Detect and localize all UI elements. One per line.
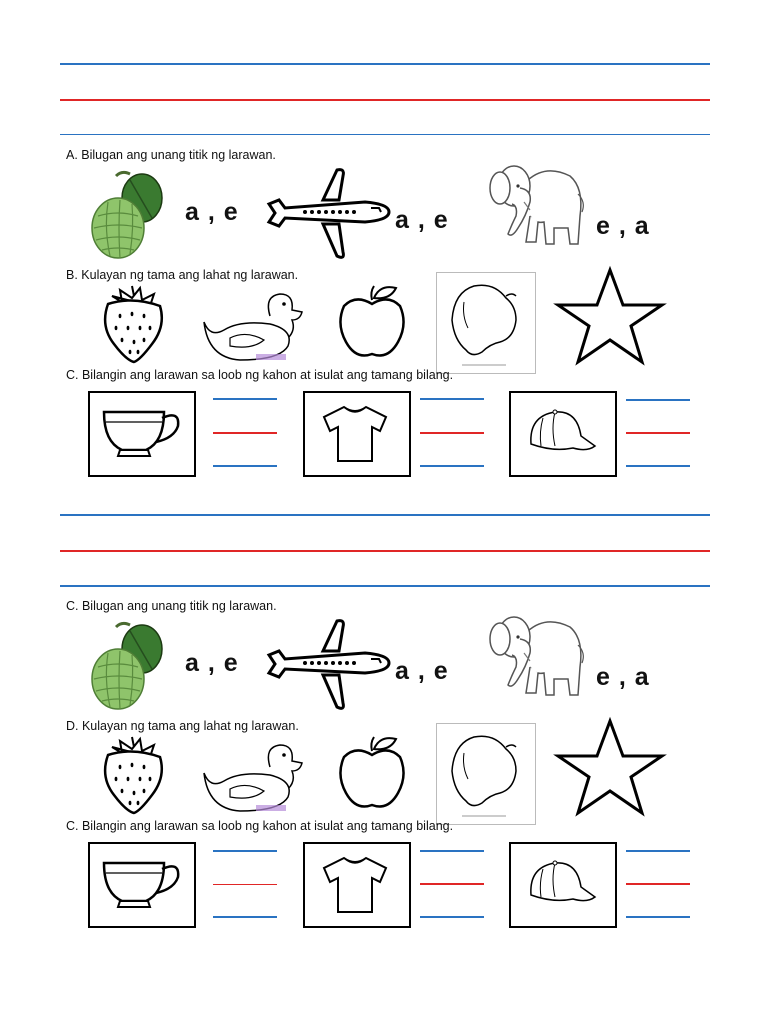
answer-line-blue[interactable] <box>213 916 277 918</box>
answer-line-blue[interactable] <box>626 850 690 852</box>
atis-icon <box>86 170 166 260</box>
cup-icon <box>100 855 184 913</box>
answer-line-red[interactable] <box>420 432 484 434</box>
instruction-b: B. Kulayan ng tama ang lahat ng larawan. <box>66 268 299 282</box>
answer-line-blue[interactable] <box>420 850 484 852</box>
answer-line-red[interactable] <box>213 884 277 885</box>
writing-line-bottom <box>60 134 710 135</box>
vowel-choice-3[interactable]: e , a <box>596 212 650 240</box>
answer-line-red[interactable] <box>626 432 690 434</box>
elephant-icon <box>490 609 586 703</box>
mango-icon <box>442 731 528 821</box>
answer-line-blue[interactable] <box>626 399 690 401</box>
answer-line-blue[interactable] <box>213 398 277 400</box>
vowel-choice-2[interactable]: a , e <box>395 657 449 685</box>
shirt-icon <box>320 854 390 916</box>
airplane-icon <box>265 166 393 262</box>
vowel-choice-3[interactable]: e , a <box>596 663 650 691</box>
star-icon <box>554 719 666 815</box>
apple-icon <box>336 284 410 362</box>
writing-line-middle <box>60 99 710 101</box>
mango-icon <box>442 280 528 370</box>
cap-icon <box>525 406 601 458</box>
answer-line-blue[interactable] <box>420 916 484 918</box>
vowel-choice-2[interactable]: a , e <box>395 206 449 234</box>
answer-line-blue[interactable] <box>626 465 690 467</box>
airplane-icon <box>265 617 393 713</box>
duck-icon <box>200 741 304 815</box>
instruction-b: D. Kulayan ng tama ang lahat ng larawan. <box>66 719 299 733</box>
answer-line-blue[interactable] <box>213 850 277 852</box>
apple-icon <box>336 735 410 813</box>
shirt-icon <box>320 403 390 465</box>
writing-line-top <box>60 514 710 516</box>
answer-line-blue[interactable] <box>420 465 484 467</box>
star-icon <box>554 268 666 364</box>
writing-line-top <box>60 63 710 65</box>
writing-line-middle <box>60 550 710 552</box>
instruction-a: A. Bilugan ang unang titik ng larawan. <box>66 148 276 162</box>
answer-line-blue[interactable] <box>213 465 277 467</box>
answer-line-red[interactable] <box>213 432 277 434</box>
vowel-choice-1[interactable]: a , e <box>185 649 239 677</box>
instruction-c: C. Bilangin ang larawan sa loob ng kahon at isulat ang tamang bilang. <box>66 368 454 382</box>
answer-line-blue[interactable] <box>626 916 690 918</box>
strawberry-icon <box>100 733 166 815</box>
instruction-c: C. Bilangin ang larawan sa loob ng kahon at isulat ang tamang bilang. <box>66 819 454 833</box>
instruction-a: C. Bilugan ang unang titik ng larawan. <box>66 599 277 613</box>
vowel-choice-1[interactable]: a , e <box>185 198 239 226</box>
writing-line-bottom <box>60 585 710 587</box>
cap-icon <box>525 857 601 909</box>
duck-icon <box>200 290 304 364</box>
cup-icon <box>100 404 184 462</box>
strawberry-icon <box>100 282 166 364</box>
answer-line-blue[interactable] <box>420 398 484 400</box>
elephant-icon <box>490 158 586 252</box>
answer-line-red[interactable] <box>626 883 690 885</box>
atis-icon <box>86 621 166 711</box>
answer-line-red[interactable] <box>420 883 484 885</box>
